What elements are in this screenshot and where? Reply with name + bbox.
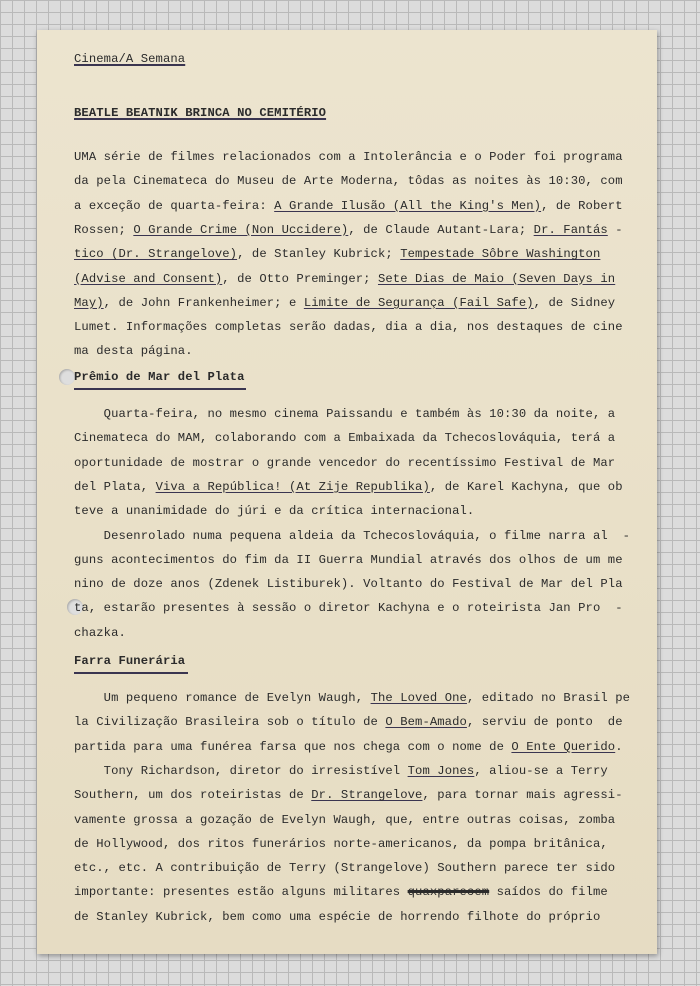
text-line bbox=[74, 344, 193, 358]
text-run: la Civilização Brasileira sob o título de bbox=[74, 715, 386, 730]
punch-hole-top bbox=[59, 369, 75, 385]
text-run: Tony Richardson, diretor do irresistível bbox=[74, 763, 408, 778]
text-line bbox=[74, 247, 600, 261]
text-line bbox=[74, 577, 623, 591]
text-run: oportunidade de mostrar o grande vencedor do recentíssimo Festival de Mar bbox=[74, 455, 616, 470]
struck-out-text: quaxparecem bbox=[407, 885, 490, 900]
text-line bbox=[74, 626, 126, 640]
film-title: Tempestade Sôbre Washington bbox=[400, 247, 601, 262]
text-run: , de Robert bbox=[541, 198, 623, 213]
text-run: , de Karel Kachyna, que ob bbox=[429, 479, 623, 494]
text-line bbox=[74, 837, 608, 851]
text-line bbox=[74, 788, 623, 802]
film-title: Sete Dias de Maio (Seven Days in bbox=[377, 271, 616, 286]
text-run: ta, estarão presentes à sessão o diretor Kachyna e o roteirista Jan Pro - bbox=[74, 601, 623, 616]
text-line bbox=[74, 553, 623, 567]
text-run: UMA série de filmes relacionados com a Intolerância e o Poder foi programa bbox=[74, 150, 623, 164]
text-line bbox=[74, 174, 623, 188]
text-run: a exceção de quarta-feira: bbox=[74, 198, 275, 213]
text-run: Um pequeno romance de Evelyn Waugh, bbox=[74, 691, 371, 705]
text-run: , aliou-se a Terry bbox=[474, 763, 608, 778]
text-run: , de Claude Autant-Lara; bbox=[348, 222, 534, 237]
text-run: , de Stanley Kubrick; bbox=[237, 247, 401, 262]
film-title: tico (Dr. Strangelove) bbox=[74, 247, 238, 262]
text-run: Lumet. Informações completas serão dadas, dia a dia, nos destaques de cine bbox=[74, 320, 623, 335]
text-run: , editado no Brasil pe bbox=[466, 691, 631, 705]
text-line bbox=[74, 407, 615, 421]
text-line bbox=[74, 715, 623, 729]
text-run: Southern, um dos roteiristas de bbox=[74, 788, 312, 803]
film-title: Dr. Strangelove bbox=[311, 788, 423, 803]
text-line bbox=[74, 861, 615, 875]
text-run: , de Otto Preminger; bbox=[222, 271, 378, 286]
text-run: de Hollywood, dos ritos funerários norte-americanos, da pompa britânica, bbox=[74, 836, 608, 851]
text-line bbox=[74, 764, 608, 778]
text-run: - bbox=[607, 222, 623, 237]
text-run: guns acontecimentos do fim da II Guerra Mundial através dos olhos de um me bbox=[74, 552, 623, 567]
text-line bbox=[74, 885, 608, 899]
text-line bbox=[74, 199, 623, 213]
text-line bbox=[74, 504, 474, 518]
text-run: Rossen; bbox=[74, 222, 134, 237]
subheading-underline bbox=[74, 672, 188, 674]
text-run: teve a unanimidade do júri e da crítica internacional. bbox=[74, 504, 475, 519]
text-line bbox=[74, 601, 623, 615]
text-line bbox=[74, 910, 600, 924]
text-run: , serviu de ponto de bbox=[466, 715, 623, 730]
film-title: A Grande Ilusão (All the King's Men) bbox=[274, 198, 542, 213]
text-line bbox=[74, 150, 623, 164]
text-run: , de John Frankenheimer; e bbox=[103, 295, 304, 310]
text-run: saídos do filme bbox=[489, 885, 608, 900]
text-run: Cinemateca do MAM, colaborando com a Embaixada da Tchecoslováquia, terá a bbox=[74, 431, 616, 446]
film-title: May) bbox=[74, 295, 104, 310]
text-line bbox=[74, 691, 630, 705]
text-run: vamente grossa a gozação de Evelyn Waugh, que, entre outras coisas, zomba bbox=[74, 812, 616, 827]
film-title: O Ente Querido bbox=[511, 739, 616, 754]
text-line bbox=[74, 740, 623, 754]
section-label: Cinema/A Semana bbox=[74, 52, 186, 66]
subheading-underline bbox=[74, 388, 246, 390]
film-title: Tom Jones bbox=[407, 763, 475, 778]
subheading-farra-funeraria: Farra Funerária bbox=[74, 654, 186, 668]
text-line bbox=[74, 480, 623, 494]
film-title: O Grande Crime (Non Uccidere) bbox=[133, 222, 349, 237]
text-run: partida para uma funérea farsa que nos chega com o nome de bbox=[74, 739, 512, 754]
text-run: , para tornar mais agressi- bbox=[422, 788, 623, 803]
text-line bbox=[74, 223, 623, 237]
text-line bbox=[74, 456, 615, 470]
text-run: Desenrolado numa pequena aldeia da Tchecoslováquia, o filme narra al - bbox=[74, 528, 631, 543]
text-run: . bbox=[615, 739, 623, 754]
text-line bbox=[74, 431, 615, 445]
text-line bbox=[74, 296, 615, 310]
text-line bbox=[74, 320, 623, 334]
text-run: , de Sidney bbox=[533, 295, 616, 310]
text-line bbox=[74, 529, 630, 543]
text-run: da pela Cinemateca do Museu de Arte Moderna, tôdas as noites às 10:30, com bbox=[74, 174, 623, 189]
film-title: (Advise and Consent) bbox=[74, 271, 223, 286]
subheading-mar-del-plata: Prêmio de Mar del Plata bbox=[74, 370, 245, 384]
text-run: ma desta página. bbox=[74, 344, 193, 359]
text-run: del Plata, bbox=[74, 479, 156, 494]
film-title: The Loved One bbox=[370, 691, 467, 705]
text-line bbox=[74, 813, 615, 827]
text-run: de Stanley Kubrick, bem como uma espécie de horrendo filhote do próprio bbox=[74, 909, 601, 924]
article-title: BEATLE BEATNIK BRINCA NO CEMITÉRIO bbox=[74, 106, 327, 120]
film-title: Dr. Fantás bbox=[533, 222, 608, 237]
film-title: Viva a República! (At Zije Republika) bbox=[155, 479, 430, 494]
text-run: Quarta-feira, no mesmo cinema Paissandu e também às 10:30 da noite, a bbox=[74, 407, 616, 421]
film-title: O Bem-Amado bbox=[385, 715, 467, 730]
text-run: etc., etc. A contribuição de Terry (Strangelove) Southern parece ter sido bbox=[74, 861, 616, 876]
film-title: Limite de Segurança (Fail Safe) bbox=[303, 295, 534, 310]
text-line bbox=[74, 272, 615, 286]
text-run: importante: presentes estão alguns militares bbox=[74, 885, 408, 900]
typewritten-page bbox=[37, 30, 657, 954]
text-run: chazka. bbox=[74, 625, 126, 640]
text-run: nino de doze anos (Zdenek Listiburek). Voltanto do Festival de Mar del Pla bbox=[74, 577, 623, 592]
